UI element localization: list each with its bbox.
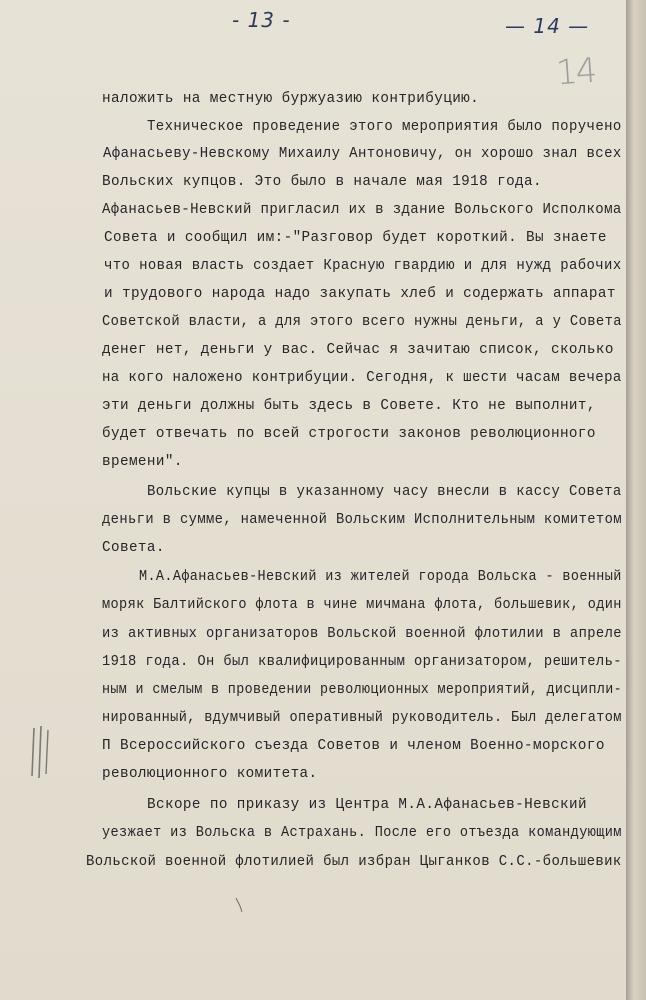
text-line: Вскоре по приказу из Центра М.А.Афанасьев-Невский: [147, 797, 587, 813]
text-line: нированный, вдумчивый оперативный руководитель. Был делегатом: [102, 710, 622, 726]
text-line: П Всероссийского съезда Советов и членом Военно-морского: [102, 738, 605, 754]
archive-sheet-number: 14: [554, 50, 597, 94]
pencil-tick-mark: [234, 896, 246, 914]
text-line: М.А.Афанасьев-Невский из жителей города Вольска - военный: [139, 569, 622, 585]
text-line: на кого наложено контрибуции. Сегодня, к шести часам вечера: [102, 370, 622, 386]
text-line: революционного комитета.: [102, 766, 318, 782]
text-line: и трудового народа надо закупать хлеб и содержать аппарат: [104, 286, 616, 302]
text-line: деньги в сумме, намеченной Вольским Исполнительным комитетом: [102, 512, 622, 528]
page-number-handwritten: — 14 —: [505, 14, 590, 38]
text-line: Совета.: [102, 540, 165, 556]
text-line: Советской власти, а для этого всего нужны деньги, а у Совета: [102, 314, 622, 330]
text-line: Афанасьев-Невский пригласил их в здание Вольского Исполкома: [102, 202, 622, 218]
text-line: Вольские купцы в указанному часу внесли в кассу Совета: [147, 484, 622, 500]
text-line: денег нет, деньги у вас. Сейчас я зачитаю список, сколько: [102, 342, 614, 358]
page-edge: [626, 0, 646, 1000]
text-line: Афанасьеву-Невскому Михаилу Антоновичу, он хорошо знал всех: [103, 146, 622, 162]
text-line: наложить на местную буржуазию контрибуцию.: [102, 91, 480, 107]
text-line: 1918 года. Он был квалифицированным организатором, решитель-: [102, 654, 622, 670]
text-line: Совета и сообщил им:-"Разговор будет короткий. Вы знаете: [104, 230, 607, 246]
text-line: Вольской военной флотилией был избран Цыганков С.С.-большевик: [86, 854, 622, 870]
text-line: эти деньги должны быть здесь в Совете. Кто не выполнит,: [102, 398, 596, 414]
margin-pencil-mark: [30, 724, 54, 780]
text-line: времени".: [102, 454, 183, 470]
text-line: Вольских купцов. Это было в начале мая 1918 года.: [102, 174, 542, 190]
text-line: будет отвечать по всей строгости законов революционного: [102, 426, 596, 442]
text-line: что новая власть создает Красную гвардию и для нужд рабочих: [104, 258, 622, 274]
page-number-typed: - 13 -: [232, 8, 291, 32]
text-line: из активных организаторов Вольской военной флотилии в апреле: [102, 626, 622, 642]
text-line: моряк Балтийского флота в чине мичмана флота, большевик, один: [102, 597, 622, 613]
text-line: Техническое проведение этого мероприятия было поручено: [147, 119, 622, 135]
text-line: уезжает из Вольска в Астрахань. После его отъезда командующим: [102, 825, 622, 841]
text-line: ным и смелым в проведении революционных мероприятий, дисципли-: [102, 682, 622, 698]
